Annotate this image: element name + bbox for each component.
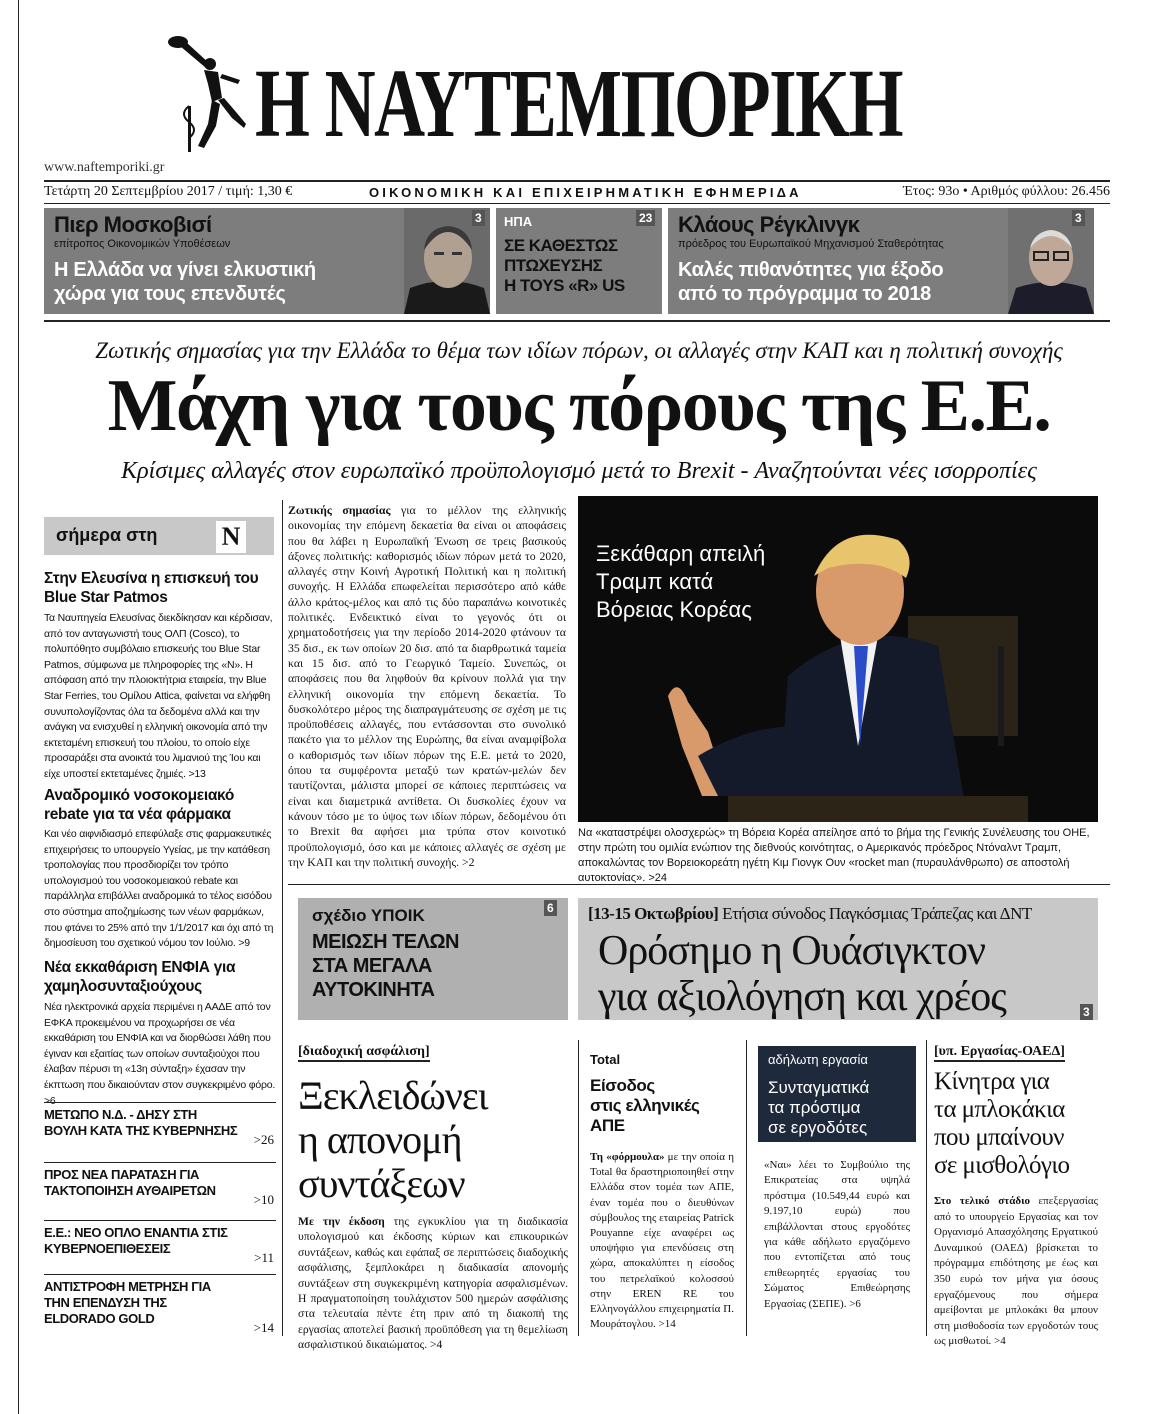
today-in-n-box	[44, 517, 274, 555]
washington-kicker	[588, 904, 1032, 924]
ypoik-headline-line: ΜΕΙΩΣΗ ΤΕΛΩΝ	[312, 931, 459, 953]
total-headline[interactable]	[590, 1076, 699, 1136]
oaed-headline-line: Κίνητρα για	[934, 1068, 1050, 1095]
photo-overlay-line: Τραμπ κατά	[596, 569, 714, 594]
ypoik-headline	[312, 930, 459, 1002]
teaser-role: επίτροπος Οικονομικών Υποθέσεων	[54, 238, 231, 250]
ref-item[interactable]	[44, 1102, 276, 1148]
page-border-left	[18, 0, 19, 1414]
oaed-headline-line: που μπαίνουν	[934, 1124, 1064, 1151]
teaser-headline-line: ΠΤΩΧΕΥΣΗΣ	[504, 256, 603, 275]
photo-overlay-line: Ξεκάθαρη απειλή	[596, 541, 766, 566]
oaed-headline-line: σε μισθολόγιο	[934, 1152, 1070, 1179]
photo-overlay-headline	[596, 540, 765, 624]
total-headline-line: στις ελληνικές	[590, 1096, 700, 1115]
washington-kicker-text: Ετήσια σύνοδος Παγκόσμιας Τράπεζας και ΔΝΤ	[718, 904, 1032, 923]
n-logo: Ν	[216, 521, 246, 553]
washington-page-ref: 3	[1080, 1004, 1093, 1020]
main-headline[interactable]: Μάχη για τους πόρους της Ε.Ε.	[107, 365, 1051, 447]
body-lead: Στο τελικό στάδιο	[934, 1195, 1031, 1207]
washington-headline-line: Ορόσημο η Ουάσιγκτον	[598, 928, 986, 974]
teaser-headline-line: Η Ελλάδα να γίνει ελκυστική	[54, 259, 316, 281]
left-story-body: Και νέο αιφνιδιασμό επεφύλαξε στις φαρμακευτικές επιχειρήσεις το υπουργείο Υγείας, με την κατάθεση τροπολογίας που προσδιορίζει τον τρόπο υπολογισμού του νοσοκομειακού rebate και παράλληλα επιβάλλει αναδρομικά το τέλος εισόδου στο σύστημα αποζημίωσης των νέων φαρμάκων, που φτάνει το 25% από την 1/1/2017 και όχι από τη δημοσίευση του σχετικού νόμου τον Ιούλιο. >9	[44, 828, 274, 950]
left-story-body: Τα Ναυπηγεία Ελευσίνας διεκδίκησαν και κέρδισαν, από τον ανταγωνιστή τους ΟΛΠ (Cosco), το πολυπόθητο συμβόλαιο επισκευής του Blue Star Patmos, σύμφωνα με πληροφορίες της «Ν». Η απόφαση από την πλοιοκτήτρια εταιρεία, την Blue Star Ferries, του Ομίλου Attica, φαίνεται να ελήφθη συνυπολογίζοντας όλα τα δεδομένα αλλά και την ανάγκη να ενισχυθεί η ελληνική οικονομία από την εκτεταμένη επισκευή του πλοίου, το οποίο είχε προσαράξει στα ανοικτά του λιμανιού της Ίου και είχε υποστεί εκτεταμένες ζημιές. >13	[44, 612, 273, 780]
teaser-role: πρόεδρος του Ευρωπαϊκού Μηχανισμού Σταθερότητας	[678, 238, 944, 250]
washington-box[interactable]	[578, 898, 1098, 1020]
left-story-body: Νέα ηλεκτρονικά αρχεία περιμένει η ΑΑΔΕ από τον ΕΦΚΑ προκειμένου να προχωρήσει σε νέα εκκαθάριση του ΕΝΦΙΑ και να διορθώσει λάθη που έγιναν και εξαιτίας των οποίων συνταξιούχοι που έλαβαν πέρυσι τη «13η σύνταξη» έχασαν την έκπτωση που δικαιούνταν στον συγκεκριμένο φόρο. >6	[44, 1001, 276, 1107]
total-headline-line: Είσοδος	[590, 1076, 655, 1095]
divider	[288, 884, 1110, 885]
main-subhead: Κρίσιμες αλλαγές στον ευρωπαϊκό προϋπολογισμό μετά το Brexit - Αναζητούνται νέες ισορροπίες	[121, 458, 1037, 484]
teaser-page-ref: 23	[636, 210, 655, 226]
trump-photo[interactable]	[578, 496, 1098, 822]
ref-title: ΜΕΤΩΠΟ Ν.Δ. - ΔΗΣΥ ΣΤΗ ΒΟΥΛΗ ΚΑΤΑ ΤΗΣ ΚΥΒΕΡΝΗΣΗΣ	[44, 1107, 238, 1138]
divider	[44, 320, 1110, 322]
ref-title: ΑΝΤΙΣΤΡΟΦΗ ΜΕΤΡΗΣΗ ΓΙΑ ΤΗΝ ΕΠΕΝΔΥΣΗ ΤΗΣ ELDORADO GOLD	[44, 1279, 211, 1326]
undeclared-headline	[768, 1078, 869, 1138]
teaser-page-ref: 3	[1072, 210, 1085, 226]
undeclared-headline-line: Συνταγματικά	[768, 1078, 870, 1097]
masthead-info-bar	[44, 180, 1110, 204]
total-tag: Total	[590, 1052, 621, 1067]
column-divider	[578, 1040, 579, 1336]
ypoik-kicker: σχέδιο ΥΠΟΙΚ	[312, 906, 425, 925]
teaser-moscovici[interactable]	[44, 208, 490, 314]
teaser-headline	[504, 236, 625, 296]
pensions-headline-line: Ξεκλειδώνει	[298, 1073, 488, 1118]
body-text: για το μέλλον της ελληνικής οικονομίας την επόμενη δεκαετία θα είναι οι αποφάσεις που θα λάβει η Ευρωπαϊκή Ένωση σε τρεις βασικούς άξονες πολιτικής: καθορισμός ιδίων πόρων μετά το 2020, αλλαγές στην Κοινή Αγροτική Πολιτική και η πολιτική συνοχής. Η Ελλάδα επωφελείται περισσότερο από κάθε άλλο κράτος-μέλος και από τις δύο παραπάνω κοινοτικές πολιτικές. Ενδεικτικό είναι το γεγονός ότι οι χρηματοδοτήσεις για την περίοδο 2014-2020 φτάνουν τα 35 δισ., εκ των οποίων 20 δισ. από τα διαρθρωτικά ταμεία και 15 δισ. από το Γεωργικό Ταμείο. Συνεπώς, οι αποφάσεις που θα ληφθούν θα κρίνουν πολλά για την ελληνική οικονομία την επόμενη δεκαετία. Το δυσκολότερο μέρος της διαπραγμάτευσης σε σχέση με τις προϋποθέσεις αλλαγές, που εντάσσονται στο συνολικό πακέτο για το μέλλον της Ευρώπης, θα είναι αναμφίβολα ο καθορισμός των ιδίων πόρων της Ε.Ε. μετά το 2020, όπου τα συμφέροντα μεταξύ των κρατών-μελών δεν ταυτίζονται, μάλιστα μπορεί σε κάποιες περιπτώσεις να είναι και διαμετρικά αντίθετα. Οι δυσκολίες έχουν να κάνουν τόσο με το ύψος των ιδίων πόρων, δεδομένου ότι το Brexit θα αφήσει μια τρύπα στον κοινοτικό προϋπολογισμό, όσο και με κάποιες αλλαγές σε σχέση με την ΚΑΠ και την πολιτική συνοχής. >2	[288, 503, 566, 869]
ypoik-box[interactable]	[298, 898, 568, 1020]
teaser-name: Πιερ Μοσκοβισί	[54, 212, 212, 237]
ypoik-headline-line: ΑΥΤΟΚΙΝΗΤΑ	[312, 979, 435, 1001]
body-lead: Ζωτικής σημασίας	[288, 503, 391, 517]
main-kicker: Ζωτικής σημασίας για την Ελλάδα το θέμα των ιδίων πόρων, οι αλλαγές στην ΚΑΠ και η πολιτική συνοχής	[95, 338, 1063, 363]
teaser-toys-r-us[interactable]	[496, 208, 662, 314]
issue-info: Έτος: 93ο • Αριθμός φύλλου: 26.456	[903, 184, 1110, 199]
body-text: επεξεργασίας από το υπουργείο Εργασίας και τον Οργανισμό Απασχόλησης Εργατικού Δυναμικού (ΟΑΕΔ) βρίσκεται το πρόγραμμα επιδότησης με έως και 350 ευρώ τον μήνα για όσους εργαζόμενους που σήμερα αμείβονται με μπλοκάκι θα μπουν στη μισθοδοσία των εργοδοτών τους ως μισθωτοί. >4	[934, 1195, 1098, 1348]
undeclared-headline-line: τα πρόστιμα	[768, 1098, 861, 1117]
column-divider	[746, 1040, 747, 1336]
teaser-page-ref: 3	[472, 210, 485, 226]
undeclared-body: «Ναι» λέει το Συμβούλιο της Επικρατείας στα υψηλά πρόστιμα (10.549,44 ευρώ και 9.197,10 ευρώ) που επιβάλλονται στους εργοδότες για κάθε αδήλωτο εργαζόμενο που εντοπίζεται από τους επιθεωρητές εργασίας του Σώματος Επιθεώρησης Εργασίας (ΣΕΠΕ). >6	[764, 1159, 910, 1310]
ypoik-page-ref: 6	[544, 900, 557, 916]
undeclared-tag: αδήλωτη εργασία	[768, 1052, 868, 1067]
teaser-headline-line: Καλές πιθανότητες για έξοδο	[678, 259, 944, 281]
ref-title: ΠΡΟΣ ΝΕΑ ΠΑΡΑΤΑΣΗ ΓΙΑ ΤΑΚΤΟΠΟΙΗΣΗ ΑΥΘΑΙΡΕΤΩΝ	[44, 1167, 216, 1198]
ref-title: Ε.Ε.: ΝΕΟ ΟΠΛΟ ΕΝΑΝΤΙΑ ΣΤΙΣ ΚΥΒΕΡΝΟΕΠΙΘΕΣΕΙΣ	[44, 1225, 228, 1256]
ref-item[interactable]	[44, 1220, 276, 1266]
body-lead: Με την έκδοση	[298, 1215, 385, 1228]
body-lead: Τη «φόρμουλα»	[590, 1151, 665, 1163]
oaed-headline[interactable]	[934, 1068, 1069, 1180]
column-divider	[282, 500, 283, 1336]
photo-overlay-line: Βόρειας Κορέας	[596, 597, 752, 622]
undeclared-header-box[interactable]	[758, 1046, 916, 1142]
pensions-headline-line: συντάξεων	[298, 1161, 465, 1206]
ref-item[interactable]	[44, 1162, 276, 1208]
oaed-tag: [υπ. Εργασίας-ΟΑΕΔ]	[934, 1044, 1065, 1062]
oaed-headline-line: τα μπλοκάκια	[934, 1096, 1065, 1123]
column-divider	[926, 1040, 927, 1336]
ref-page: >14	[253, 1320, 274, 1335]
masthead-title[interactable]: Η ΝΑΥΤΕΜΠΟΡΙΚΗ	[255, 50, 903, 158]
undeclared-headline-line: σε εργοδότες	[768, 1118, 868, 1137]
tagline: ΟΙΚΟΝΟΜΙΚΗ ΚΑΙ ΕΠΙΧΕΙΡΗΜΑΤΙΚΗ ΕΦΗΜΕΡΙΔΑ	[369, 185, 802, 200]
teaser-headline-line: Η TOYS «R» US	[504, 276, 625, 295]
ypoik-headline-line: ΣΤΑ ΜΕΓΑΛΑ	[312, 955, 432, 977]
ref-page: >10	[253, 1192, 274, 1207]
website-url[interactable]: www.naftemporiki.gr	[44, 160, 165, 175]
washington-tag: [13-15 Οκτωβρίου]	[588, 904, 719, 923]
ref-page: >26	[253, 1132, 274, 1147]
teaser-regling[interactable]	[668, 208, 1094, 314]
date-price: Τετάρτη 20 Σεπτεμβρίου 2017 / τιμή: 1,30 €	[44, 184, 293, 199]
pensions-tag: [διαδοχική ασφάλιση]	[298, 1044, 430, 1062]
teaser-headline-line: χώρα για τους επενδυτές	[54, 283, 286, 305]
pensions-body	[298, 1214, 568, 1353]
left-story-headline[interactable]: Νέα εκκαθάριση ΕΝΦΙΑ για χαμηλοσυνταξιούχους	[44, 959, 236, 995]
ref-page: >11	[254, 1250, 274, 1265]
teaser-headline-line: από το πρόγραμμα το 2018	[678, 283, 931, 305]
washington-headline-line: για αξιολόγηση και χρέος	[598, 974, 1006, 1020]
teaser-kicker: ΗΠΑ	[504, 214, 533, 229]
total-body	[590, 1150, 734, 1332]
total-headline-line: ΑΠΕ	[590, 1116, 625, 1135]
photo-caption: Να «καταστρέψει ολοσχερώς» τη Βόρεια Κορέα απείλησε από το βήμα της Γενικής Συνέλευσης του ΟΗΕ, στην πρώτη του ομιλία ενώπιον της διεθνούς κοινότητας, ο Αμερικανός πρόεδρος Ντόναλντ Τραμπ, αποκαλώντας τον Βορειοκορεάτη ηγέτη Κιμ Γιονγκ Ουν «rocket man (πυραυλάνθρωπο) σε αποστολή αυτοκτονίας». >24	[578, 827, 1090, 884]
teaser-name: Κλάους Ρέγκλινγκ	[678, 212, 860, 237]
washington-headline	[598, 928, 1006, 1020]
body-text: της εγκυκλίου για τη διαδικασία υπολογισμού και έκδοσης κύριων και επικουρικών συντάξεων, καθώς και εφάπαξ σε περιπτώσεις διαδοχικής ασφάλισης, ξεμπλοκάρει η διαδικασία απονομής συντάξεων στη συγκεκριμένη κατηγορία ασφαλισμένων. Η πραγματοποίηση τουλάχιστον 500 ημερών ασφάλισης στα τελευταία πέντε έτη πριν από τη διακοπή της εργασίας αποτελεί βασική προϋπόθεση για τη θεμελίωση ασφαλιστικού δικαιώματος. >4	[298, 1215, 569, 1352]
left-story-headline[interactable]: Στην Ελευσίνα η επισκευή του Blue Star Patmos	[44, 570, 259, 606]
hermes-logo	[160, 28, 250, 158]
left-story-headline[interactable]: Αναδρομικό νοσοκομειακό rebate για τα νέα φάρμακα	[44, 787, 235, 823]
ref-item[interactable]	[44, 1274, 276, 1336]
main-story-body	[288, 503, 566, 870]
body-text: με την οποία η Total θα δραστηριοποιηθεί στην Ελλάδα στον τομέα των ΑΠΕ, έναν τομέα που ο διευθύνων σύμβουλος της εταιρείας Patrick Pouyanne είχε αναφέρει ως υποψήφιο για επενδύσεις στη χώρα, αποκαλύπτει η είσοδος του πετρελαϊκού κολοσσού στην EREN RE του Ελληνογάλλου επιχειρηματία Π. Μουράτογλου. >14	[590, 1151, 734, 1331]
teaser-headline-line: ΣΕ ΚΑΘΕΣΤΩΣ	[504, 236, 618, 255]
today-label: σήμερα στη	[56, 525, 158, 545]
pensions-headline[interactable]	[298, 1074, 487, 1206]
oaed-body	[934, 1194, 1098, 1350]
pensions-headline-line: η απονομή	[298, 1117, 462, 1162]
